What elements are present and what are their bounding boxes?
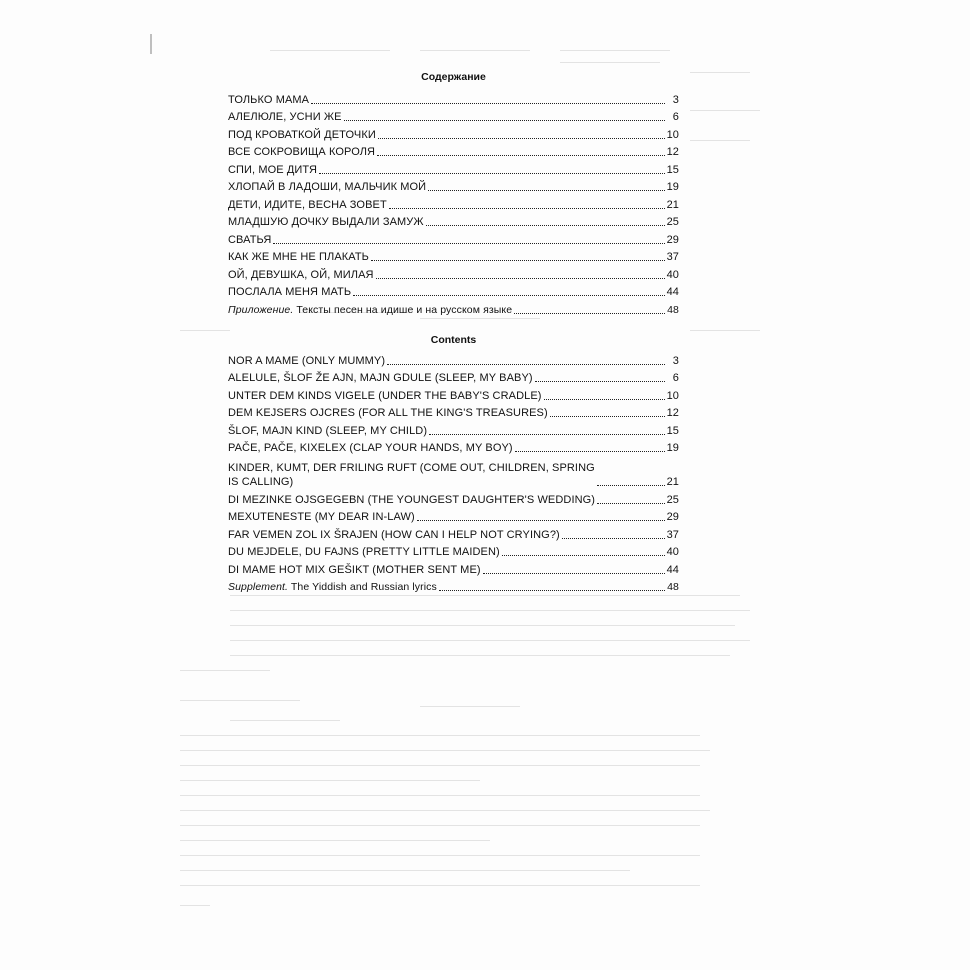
toc-title: Contents (430, 334, 477, 346)
toc-entry: DU MEJDELE, DU FAJNS (PRETTY LITTLE MAIDEN) 40 (228, 546, 679, 558)
toc-russian (228, 70, 679, 317)
toc-entry: PAČE, PAČE, KIXELEX (CLAP YOUR HANDS, MY BOY) 19 (228, 442, 679, 454)
toc-entry: ВСЕ СОКРОВИЩА КОРОЛЯ 12 (228, 146, 679, 158)
toc-entry: ТОЛЬКО МАМА 3 (228, 93, 679, 106)
toc-entry: ALELULE, ŠLOF ŽE AJN, MAJN GDULE (SLEEP, MY BABY) 6 (228, 372, 679, 384)
toc-entry: FAR VEMEN ZOL IX ŠRAJEN (HOW CAN I HELP NOT CRYING?) 37 (228, 528, 679, 541)
toc-entry: МЛАДШУЮ ДОЧКУ ВЫДАЛИ ЗАМУЖ 25 (228, 216, 679, 228)
toc-entry: NOR A MAME (ONLY MUMMY) 3 (228, 354, 679, 367)
toc-supplement-entry: Supplement. The Yiddish and Russian lyrics 48 (228, 581, 679, 593)
toc-entry: KINDER, KUMT, DER FRILING RUFT (COME OUT, CHILDREN, SPRING IS CALLING) 21 (228, 462, 679, 488)
toc-title: Содержание (421, 71, 486, 83)
toc-entry: ОЙ, ДЕВУШКА, ОЙ, МИЛАЯ 40 (228, 268, 679, 281)
toc-entry: DI MAME HOT MIX GEŠIKT (MOTHER SENT ME) 44 (228, 563, 679, 576)
toc-entry: ДЕТИ, ИДИТЕ, ВЕСНА ЗОВЕТ 21 (228, 198, 679, 211)
toc-entry: UNTER DEM KINDS VIGELE (UNDER THE BABY'S CRADLE) 10 (228, 389, 679, 402)
toc-entry: АЛЕЛЮЛЕ, УСНИ ЖЕ 6 (228, 111, 679, 123)
toc-entry: ХЛОПАЙ В ЛАДОШИ, МАЛЬЧИК МОЙ 19 (228, 181, 679, 193)
toc-supplement-entry: Приложение. Тексты песен на идише и на русском языке 48 (228, 303, 679, 316)
toc-entry: ПОД КРОВАТКОЙ ДЕТОЧКИ 10 (228, 128, 679, 141)
toc-entry: MEXUTENESTE (MY DEAR IN-LAW) 29 (228, 511, 679, 523)
toc-entry: КАК ЖЕ МНЕ НЕ ПЛАКАТЬ 37 (228, 251, 679, 263)
toc-entry: DI MEZINKE OJSGEGEBN (THE YOUNGEST DAUGHTER'S WEDDING) 25 (228, 493, 679, 506)
toc-entry: ŠLOF, MAJN KIND (SLEEP, MY CHILD) 15 (228, 424, 679, 437)
toc-entry: СВАТЬЯ 29 (228, 233, 679, 246)
toc-entry: СПИ, МОЕ ДИТЯ 15 (228, 163, 679, 176)
toc-english (228, 333, 679, 594)
toc-entry: DEM KEJSERS OJCRES (FOR ALL THE KING'S TREASURES) 12 (228, 407, 679, 419)
page-edge-mark (150, 34, 152, 54)
toc-entry: ПОСЛАЛА МЕНЯ МАТЬ 44 (228, 286, 679, 298)
